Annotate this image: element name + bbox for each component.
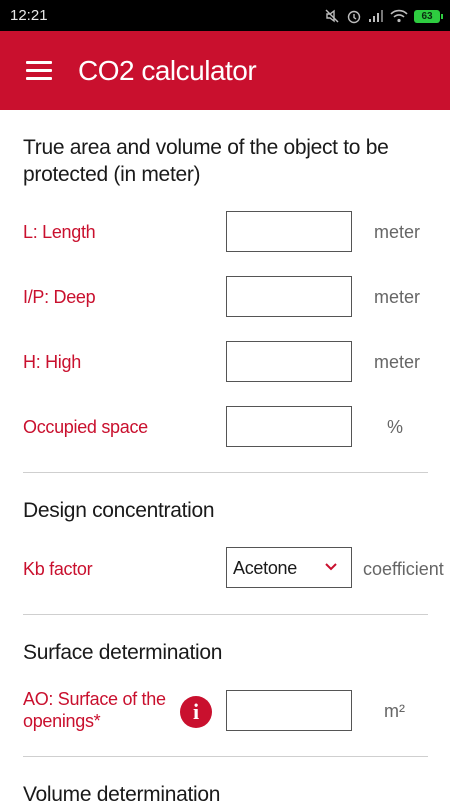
- kb-factor-select[interactable]: [226, 547, 352, 588]
- status-time: 12:21: [10, 7, 48, 24]
- label-deep: I/P: Deep: [23, 287, 96, 307]
- label-length: L: Length: [23, 222, 96, 242]
- status-icons: [324, 6, 440, 26]
- signal-icon: [368, 9, 384, 23]
- alarm-icon: [346, 8, 362, 24]
- status-bar: [0, 0, 450, 31]
- ao-surface-input[interactable]: [226, 690, 352, 731]
- unit-ao-surface: m²: [384, 701, 405, 721]
- unit-length: meter: [374, 222, 421, 242]
- unit-occupied-space: %: [387, 417, 404, 437]
- chevron-down-icon: [325, 563, 337, 571]
- info-icon[interactable]: [180, 696, 212, 728]
- deep-input[interactable]: [226, 276, 352, 317]
- hamburger-menu-icon[interactable]: [26, 61, 52, 81]
- battery-icon: 63: [414, 10, 440, 23]
- length-input[interactable]: [226, 211, 352, 252]
- section-title-area-volume: True area and volume of the object to be protected (in meter): [23, 136, 389, 186]
- high-input[interactable]: [226, 341, 352, 382]
- unit-kb-factor: coefficient: [363, 559, 444, 579]
- app-bar: [0, 31, 450, 110]
- divider: [23, 614, 428, 615]
- info-glyph: i: [192, 699, 200, 724]
- label-kb-factor: Kb factor: [23, 559, 93, 579]
- label-high: H: High: [23, 352, 81, 372]
- wifi-icon: [390, 9, 408, 23]
- section-title-design-concentration: Design concentration: [23, 499, 215, 522]
- divider: [23, 756, 428, 757]
- app-title: CO2 calculator: [78, 55, 257, 86]
- occupied-space-input[interactable]: [226, 406, 352, 447]
- unit-deep: meter: [374, 287, 421, 307]
- section-title-surface-determination: Surface determination: [23, 641, 223, 664]
- divider: [23, 472, 428, 473]
- section-title-volume-determination: Volume determination: [23, 783, 221, 806]
- mute-icon: [324, 8, 340, 24]
- label-occupied-space: Occupied space: [23, 417, 148, 437]
- label-ao-surface: AO: Surface of the openings*: [23, 689, 166, 731]
- unit-high: meter: [374, 352, 421, 372]
- kb-factor-selected-value: Acetone: [233, 558, 297, 578]
